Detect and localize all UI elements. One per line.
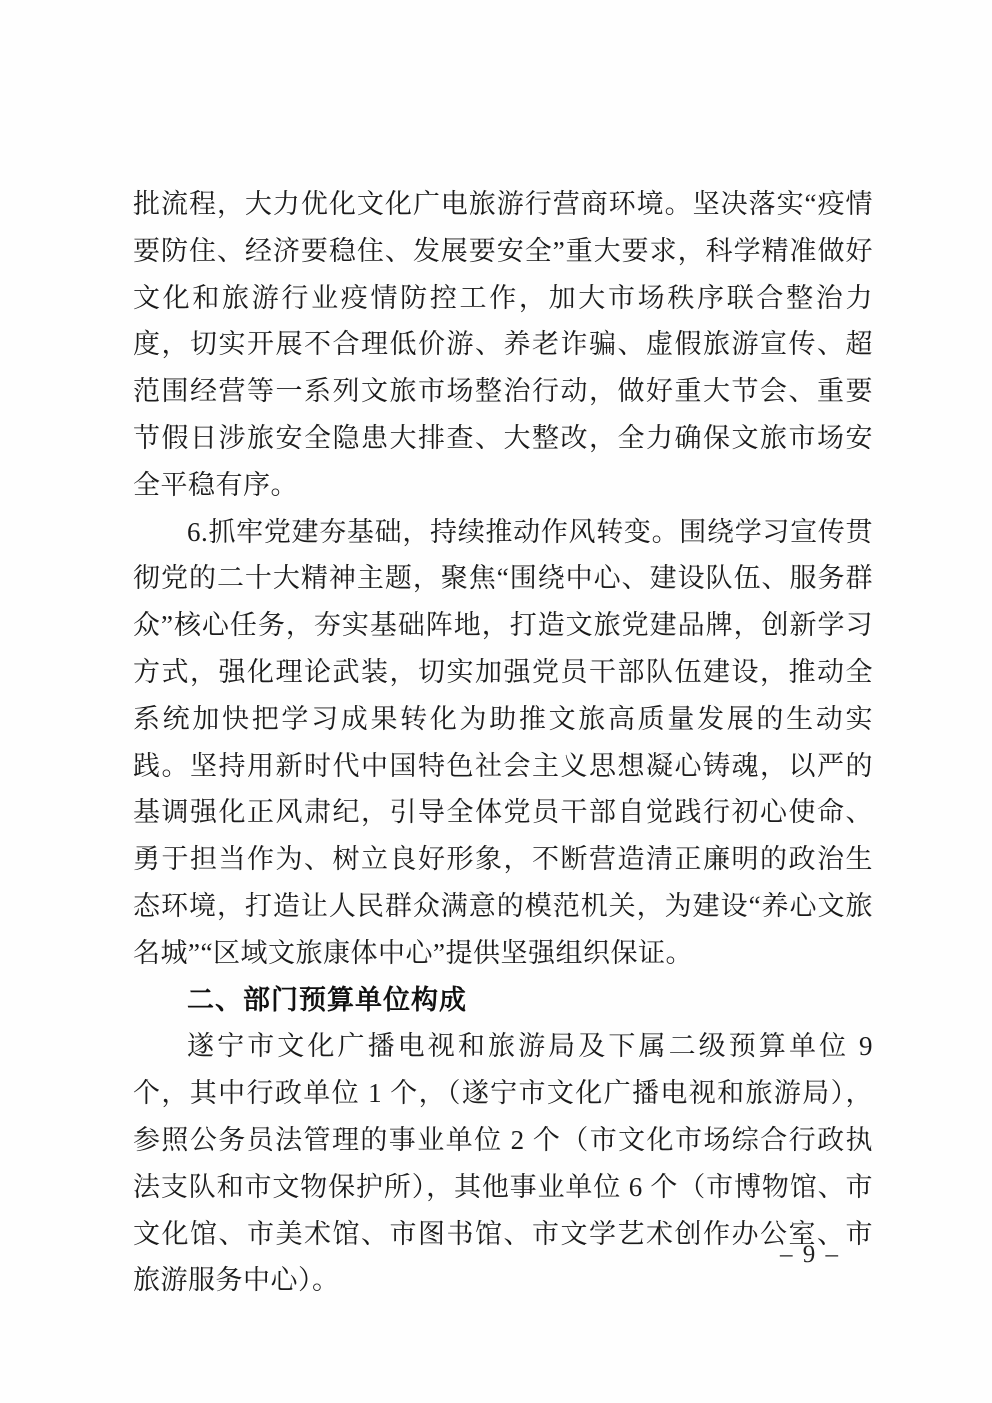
body-paragraph-continued: 批流程，大力优化文化广电旅游行营商环境。坚决落实“疫情要防住、经济要稳住、发展要安全”重大要求，科学精准做好文化和旅游行业疫情防控工作，加大市场秩序联合整治力度，切实开展不合理低价游、养老诈骗、虚假旅游宣传、超范围经营等一系列文旅市场整治行动，做好重大节会、重要节假日涉旅安全隐患大排查、大整改，全力确保文旅市场安全平稳有序。 [133,189,873,500]
body-paragraph-budget-units: 遂宁市文化广播电视和旅游局及下属二级预算单位 9 个，其中行政单位 1 个，（遂宁市文化广播电视和旅游局），参照公务员法管理的事业单位 2 个（市文化市场综合行政执法支队和市文物保护所），其他事业单位 6 个（市博物馆、市文化馆、市美术馆、市图书馆、市文学艺术创作办公室、市旅游服务中心）。 [133,1031,873,1296]
body-paragraph-item-6: 6.抓牢党建夯基础，持续推动作风转变。围绕学习宣传贯彻党的二十大精神主题，聚焦“围绕中心、建设队伍、服务群众”核心任务，夯实基础阵地，打造文旅党建品牌，创新学习方式，强化理论武装，切实加强党员干部队伍建设，推动全系统加快把学习成果转化为助推文旅高质量发展的生动实践。坚持用新时代中国特色社会主义思想凝心铸魂，以严的基调强化正风肃纪，引导全体党员干部自觉践行初心使命、勇于担当作为、树立良好形象，不断营造清正廉明的政治生态环境，打造让人民群众满意的模范机关，为建设“养心文旅名城”“区域文旅康体中心”提供坚强组织保证。 [133,516,873,968]
document-content [133,181,873,1304]
section-heading: 二、部门预算单位构成 [187,984,467,1015]
page-number: – 9 – [780,1241,840,1268]
